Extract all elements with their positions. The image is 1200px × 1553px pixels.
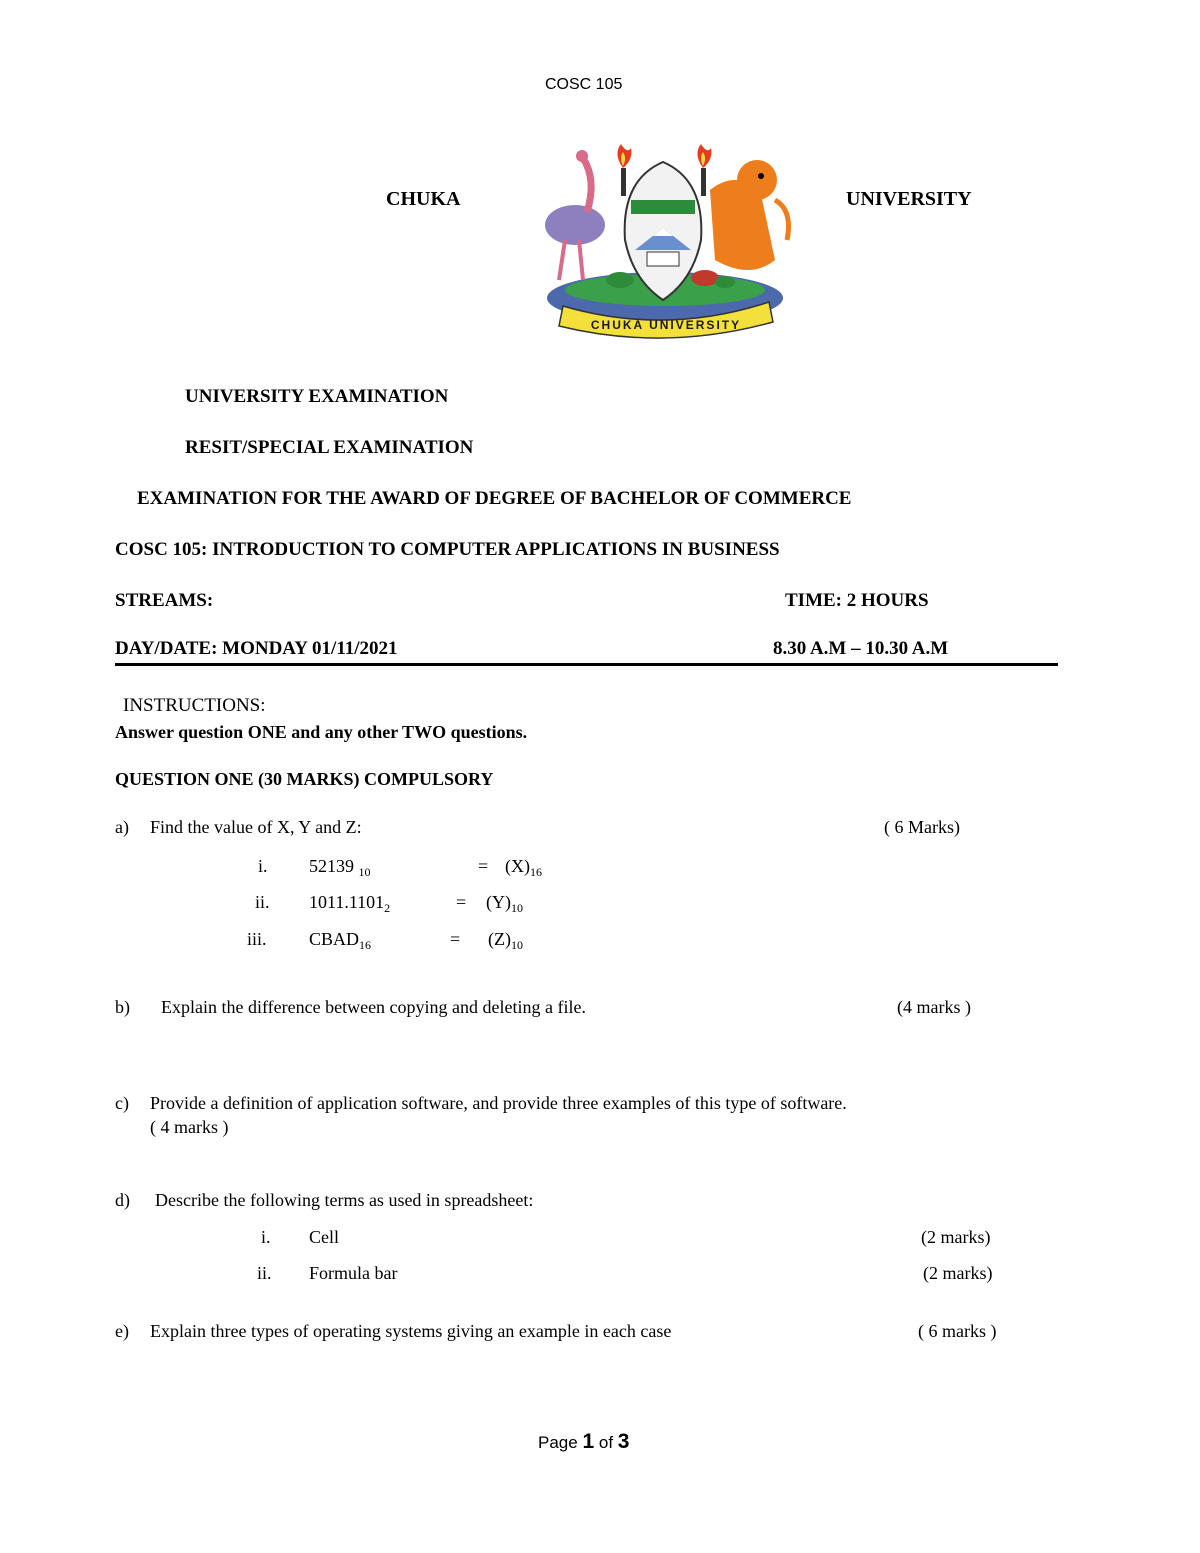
question-d-item-marks: (2 marks) (923, 1263, 993, 1283)
exam-degree: EXAMINATION FOR THE AWARD OF DEGREE OF BACHELOR OF COMMERCE (137, 488, 852, 509)
instructions-text: Answer question ONE and any other TWO questions. (115, 722, 528, 742)
header-divider (115, 663, 1058, 666)
question-a-marks: ( 6 Marks) (884, 817, 960, 837)
question-e-text: Explain three types of operating systems giving an example in each case (150, 1321, 672, 1341)
question-a-text: Find the value of X, Y and Z: (150, 817, 362, 837)
question-c-label: c) (115, 1093, 129, 1113)
question-a-item-result: $(X)_{16}$ (505, 856, 542, 879)
question-c-text: Provide a definition of application software, and provide three examples of this type of software. (150, 1093, 847, 1113)
exam-course: COSC 105: INTRODUCTION TO COMPUTER APPLICATIONS IN BUSINESS (115, 539, 780, 560)
question-b-text: Explain the difference between copying and deleting a file. (161, 997, 586, 1017)
question-d-item-text: Formula bar (309, 1263, 398, 1283)
page-total: 3 (617, 1430, 630, 1453)
header-course-code: COSC 105 (545, 76, 623, 93)
question-a-item-value: 52139 $_{10}$ (309, 856, 371, 879)
question-d-item-text: Cell (309, 1227, 339, 1247)
question-a-item-value: $CBAD_{16}$ (309, 929, 372, 952)
question-a-item-eq: = (456, 892, 467, 912)
exam-line-2: RESIT/SPECIAL EXAMINATION (185, 437, 474, 458)
question-one-heading: QUESTION ONE (30 MARKS) COMPULSORY (115, 769, 494, 789)
exam-time: TIME: 2 HOURS (785, 590, 929, 611)
title-left: CHUKA (386, 188, 461, 210)
exam-date: DAY/DATE: MONDAY 01/11/2021 (115, 638, 398, 659)
question-b-marks: (4 marks ) (897, 997, 971, 1017)
question-d-item-marks: (2 marks) (921, 1227, 991, 1247)
crest-ribbon-text: CHUKA UNIVERSITY (590, 318, 742, 332)
question-a-item-eq: = (478, 856, 489, 876)
question-a-item-result: $(Y)_{10}$ (486, 892, 523, 915)
question-a-item-num: iii. (247, 929, 267, 949)
page-word: Page (538, 1433, 578, 1452)
page-footer (538, 1430, 629, 1454)
question-e-marks: ( 6 marks ) (918, 1321, 997, 1341)
question-a-item-value: $1011.1101_2$ (309, 892, 391, 915)
question-a-item-num: i. (258, 856, 268, 876)
question-c-marks: ( 4 marks ) (150, 1117, 229, 1137)
exam-line-1: UNIVERSITY EXAMINATION (185, 386, 449, 407)
question-e-label: e) (115, 1321, 129, 1341)
of-word: of (598, 1433, 614, 1452)
page-number: 1 (582, 1430, 595, 1453)
university-crest-logo (535, 140, 793, 340)
exam-streams: STREAMS: (115, 590, 214, 611)
instructions-heading: INSTRUCTIONS: (123, 695, 266, 716)
question-a-item-result: $(Z)_{10}$ (488, 929, 523, 952)
question-a-item-eq: = (450, 929, 461, 949)
question-b-label: b) (115, 997, 130, 1017)
question-d-text: Describe the following terms as used in spreadsheet: (155, 1190, 534, 1210)
question-a-item-num: ii. (255, 892, 270, 912)
question-d-label: d) (115, 1190, 130, 1210)
question-d-item-num: ii. (257, 1263, 272, 1283)
exam-hours: 8.30 A.M – 10.30 A.M (773, 638, 949, 659)
question-a-label: a) (115, 817, 129, 837)
question-d-item-num: i. (261, 1227, 271, 1247)
title-right: UNIVERSITY (846, 188, 972, 210)
